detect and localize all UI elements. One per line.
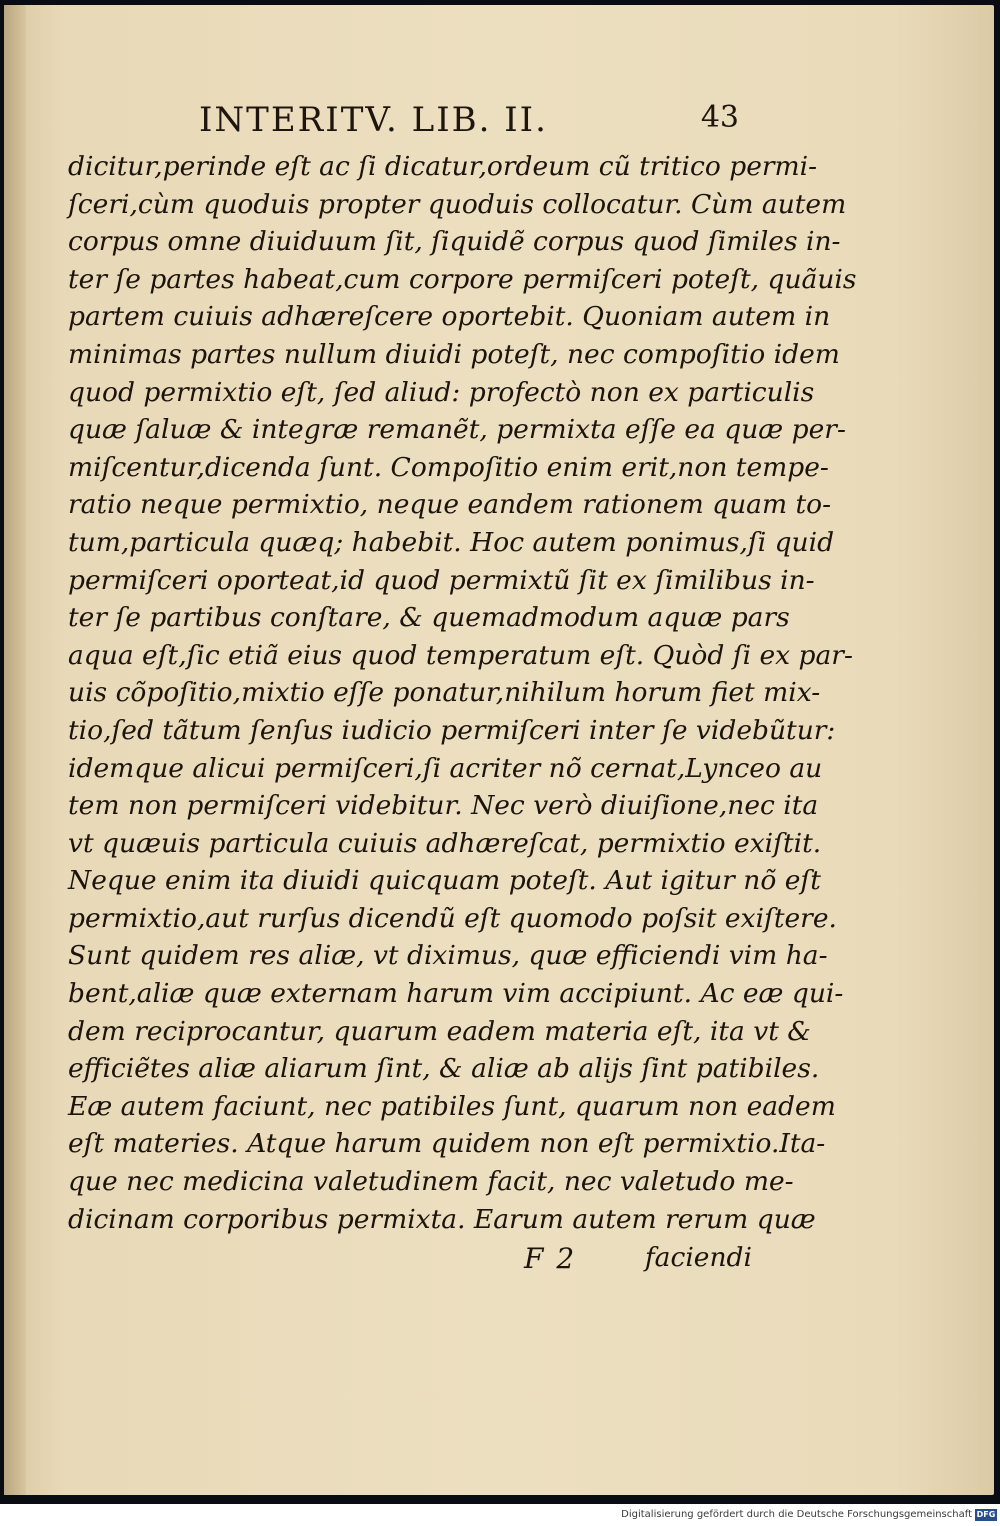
text-line: dem reciprocantur, quarum eadem materia eſt, ita vt &: [68, 1015, 811, 1047]
text-line: quæ ſaluæ & integræ remanẽt, permixta eſſe ea quæ per-: [68, 414, 846, 446]
text-line: miſcentur,dicenda ſunt. Compoſitio enim erit,non tempe-: [68, 451, 829, 483]
text-line: permixtio,aut rurſus dicendũ eſt quomodo poſsit exiſtere.: [68, 902, 837, 934]
funding-credit: Digitalisierung gefördert durch die Deutsche Forschungsgemeinschaft: [621, 1509, 972, 1520]
text-line: ratio neque permixtio, neque eandem rationem quam to-: [68, 489, 832, 521]
text-line: vt quæuis particula cuiuis adhæreſcat, permixtio exiſtit.: [68, 827, 822, 859]
text-line: ſceri,cùm quoduis propter quoduis collocatur. Cùm autem: [68, 188, 847, 220]
text-line: dicinam corporibus permixta. Earum autem rerum quæ: [68, 1203, 816, 1235]
catchword: faciendi: [644, 1242, 752, 1273]
text-line: quod permixtio eſt, ſed aliud: profectò non ex particulis: [68, 376, 815, 408]
page-gutter: [4, 5, 26, 1495]
text-line: aqua eſt,ſic etiã eius quod temperatum eſt. Quòd ſi ex par-: [68, 639, 853, 671]
text-line: idemque alicui permiſceri,ſi acriter nõ cernat,Lynceo au: [68, 752, 823, 784]
text-line: ter ſe partibus conſtare, & quemadmodum aquæ pars: [68, 602, 790, 634]
text-line: que nec medicina valetudinem facit, nec valetudo me-: [68, 1166, 794, 1198]
text-line: corpus omne diuiduum ſit, ſiquidẽ corpus quod ſimiles in-: [68, 226, 841, 258]
page-header: [199, 100, 739, 150]
running-title: INTERITV. LIB. II.: [199, 100, 548, 140]
text-line: Eæ autem faciunt, nec patibiles ſunt, quarum non eadem: [68, 1090, 836, 1122]
text-line: permiſceri oporteat,id quod permixtũ ſit ex ſimilibus in-: [68, 564, 815, 596]
text-line: eſt materies. Atque harum quidem non eſt permixtio.Ita-: [68, 1128, 826, 1160]
text-line: tio,ſed tãtum ſenſus iudicio permiſceri inter ſe videbũtur:: [68, 714, 836, 746]
text-line: bent,aliæ quæ externam harum vim accipiunt. Ac eæ qui-: [68, 978, 844, 1010]
dfg-logo-icon: DFG: [976, 1510, 996, 1519]
page-number: 43: [700, 100, 739, 135]
text-line: ter ſe partes habeat,cum corpore permiſceri poteſt, quãuis: [68, 263, 857, 295]
text-line: dicitur,perinde eſt ac ſi dicatur,ordeum cũ tritico permi-: [68, 151, 818, 182]
book-page: [4, 5, 994, 1495]
text-line: efficiẽtes aliæ aliarum ſint, & aliæ ab alijs ſint patibiles.: [68, 1053, 820, 1085]
text-line: Neque enim ita diuidi quicquam poteſt. Aut igitur nõ eſt: [68, 865, 821, 897]
credit-bar: [0, 1504, 1000, 1526]
text-line: Sunt quidem res aliæ, vt diximus, quæ efficiendi vim ha-: [68, 940, 828, 972]
text-line: tem non permiſceri videbitur. Nec verò diuiſione,nec ita: [68, 790, 819, 822]
page-footer: [524, 1242, 752, 1282]
body-text: [68, 148, 857, 1238]
text-line: partem cuiuis adhæreſcere oportebit. Quoniam autem in: [68, 301, 831, 333]
signature-mark: F 2: [524, 1242, 577, 1275]
text-line: tum,particula quæq; habebit. Hoc autem ponimus,ſi quid: [68, 526, 835, 558]
text-line: minimas partes nullum diuidi poteſt, nec compoſitio idem: [68, 338, 840, 370]
text-line: uis cõpoſitio,mixtio eſſe ponatur,nihilum horum fiet mix-: [68, 677, 821, 709]
